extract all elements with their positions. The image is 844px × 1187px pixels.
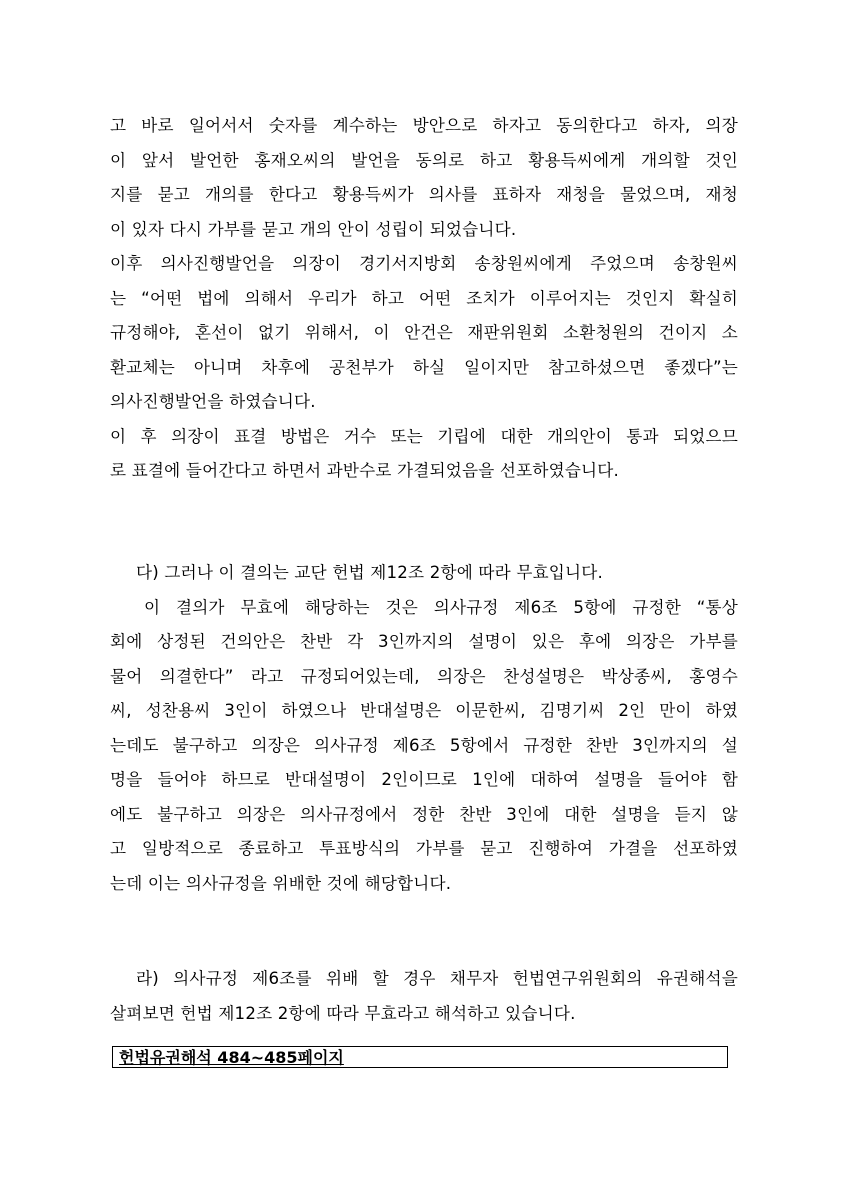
text-line: 는 “어떤 법에 의해서 우리가 하고 어떤 조치가 이루어지는 것인지 확실히 bbox=[110, 288, 738, 308]
text-line: 로 표결에 들어간다고 하면서 과반수로 가결되었음을 선포하였습니다. bbox=[110, 461, 619, 480]
section-da bbox=[110, 556, 738, 901]
reference-label: 헌법유권해석 484~485페이지 bbox=[119, 1048, 344, 1067]
reference-box bbox=[112, 1046, 728, 1068]
section-ra-heading: 라) 의사규정 제6조를 위배 할 경우 채무자 헌법연구위원회의 유권해석을 bbox=[136, 969, 738, 988]
text-line: 는데 이는 의사규정을 위배한 것에 해당합니다. bbox=[110, 873, 452, 893]
text-line: 물어 의결한다” 라고 규정되어있는데, 의장은 찬성설명은 박상종씨, 홍영수 bbox=[110, 666, 738, 686]
text-line: 의사진행발언을 하였습니다. bbox=[110, 392, 316, 411]
text-line: 규정해야, 혼선이 없기 위해서, 이 안건은 재판위원회 소환청원의 건이지 소 bbox=[110, 323, 738, 342]
text-line: 에도 불구하고 의장은 의사규정에서 정한 찬반 3인에 대한 설명을 듣지 않 bbox=[110, 804, 738, 824]
text-line: 회에 상정된 건의안은 찬반 각 3인까지의 설명이 있은 후에 의장은 가부를 bbox=[110, 632, 738, 651]
section-ra bbox=[110, 962, 738, 1031]
text-line: 이 후 의장이 표결 방법은 거수 또는 기립에 대한 개의안이 통과 되었으므 bbox=[110, 426, 738, 446]
text-line: 명을 들어야 하므로 반대설명이 2인이므로 1인에 대하여 설명을 들어야 함 bbox=[110, 770, 738, 789]
text-line: 이 결의가 무효에 해당하는 것은 의사규정 제6조 5항에 규정한 “통상 bbox=[144, 597, 738, 617]
text-line: 고 일방적으로 종료하고 투표방식의 가부를 묻고 진행하여 가결을 선포하였 bbox=[110, 839, 738, 858]
text-line: 씨, 성찬용씨 3인이 하였으나 반대설명은 이문한씨, 김명기씨 2인 만이 하였 bbox=[110, 701, 738, 720]
text-line: 살펴보면 헌법 제12조 2항에 따라 무효라고 해석하고 있습니다. bbox=[110, 1003, 576, 1023]
section-da-heading: 다) 그러나 이 결의는 교단 헌법 제12조 2항에 따라 무효입니다. bbox=[136, 563, 603, 582]
paragraph-vote-process bbox=[110, 109, 738, 489]
text-line: 고 바로 일어서서 숫자를 계수하는 방안으로 하자고 동의한다고 하자, 의장 bbox=[110, 116, 738, 135]
text-line: 이 있자 다시 가부를 묻고 개의 안이 성립이 되었습니다. bbox=[110, 219, 517, 239]
text-line: 환교체는 아니며 차후에 공천부가 하실 일이지만 참고하셨으면 좋겠다”는 bbox=[110, 357, 738, 377]
text-line: 지를 묻고 개의를 한다고 황용득씨가 의사를 표하자 재청을 물었으며, 재청 bbox=[110, 185, 738, 204]
text-line: 는데도 불구하고 의장은 의사규정 제6조 5항에서 규정한 찬반 3인까지의 설 bbox=[110, 735, 738, 755]
text-line: 이 앞서 발언한 홍재오씨의 발언을 동의로 하고 황용득씨에게 개의할 것인 bbox=[110, 150, 738, 170]
text-line: 이후 의사진행발언을 의장이 경기서지방회 송창원씨에게 주었으며 송창원씨 bbox=[110, 254, 738, 273]
